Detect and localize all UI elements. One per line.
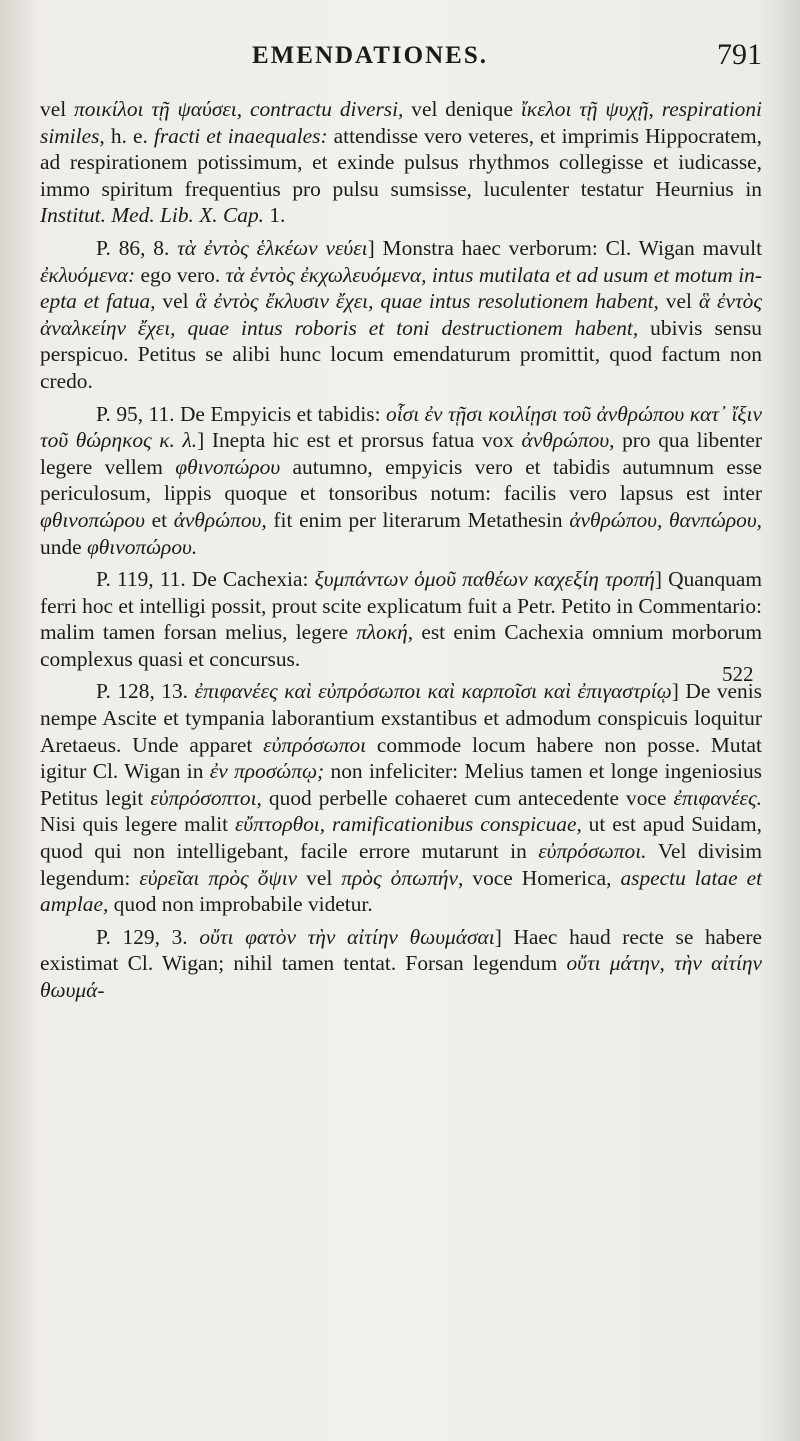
paragraph [40, 401, 762, 561]
italic-text-segment: τὰ ἐντὸς ἑλκέων νεύει [177, 235, 368, 260]
page-number: 791 [717, 38, 762, 71]
body-text [40, 96, 762, 1010]
italic-text-segment: ἴκελοι τῇ ψυχῇ, respirationi similes, [40, 97, 762, 148]
text-segment: ubivis sensu perspicuo. Petitus se alibi hunc locum emendaturum promittit, quod factum non credo. [40, 315, 762, 393]
italic-text-segment: aspectu latae et amplae, [40, 865, 763, 917]
text-segment: voce Homerica, [463, 865, 621, 890]
text-segment: ] Inepta hic est et prorsus fatua vox [197, 428, 522, 453]
italic-text-segment: πλοκή, [356, 620, 414, 645]
text-segment: ] Quanquam ferri hoc et intelligi possit, prout scite explicatum fuit a Petr. Petito in Commentario: malim tamen forsan melius, legere [40, 567, 763, 645]
italic-text-segment: ἀνθρώπου, [521, 428, 615, 453]
text-segment: vel [297, 865, 342, 890]
text-segment: Vel divisim legendum: [40, 839, 763, 890]
italic-text-segment: ἃ ἐντὸς ἔκλυσιν ἔχει, quae intus resolutionem habent, [195, 289, 659, 314]
paragraph [40, 678, 762, 917]
running-title: EMENDATIONES. [252, 42, 488, 69]
paragraph [40, 235, 762, 395]
italic-text-segment: fracti et inaequales: [153, 123, 328, 148]
italic-text-segment: Institut. Med. Lib. X. Cap. [40, 203, 265, 228]
text-segment: vel denique [403, 97, 521, 121]
italic-text-segment: οὔτι φατὸν τὴν αἰτίην θωυμάσαι [199, 924, 495, 949]
italic-text-segment: οὔτι μάτην, τὴν αἰτίην θωυμά- [40, 951, 762, 1002]
text-segment: attendisse vero veteres, et imprimis Hippocratem, ad respirationem potissimum, et exinde pulsus rhythmos collegisse et iudicasse, immo spiritum frequentius pro pulsu sumsisse, luculenter testatur Heurnius in [40, 123, 762, 201]
italic-text-segment: εὐπρόσωποι [263, 732, 367, 757]
italic-text-segment: ἐν προσώπῳ; [209, 759, 325, 784]
italic-text-segment: ἐπιφανέες. [673, 785, 762, 810]
italic-text-segment: εὐρεῖαι πρὸς ὄψιν [139, 865, 298, 890]
italic-text-segment: τὰ ἐντὸς ἐκχωλευόμενα, intus mutilata et ad usum et motum inepta et fatua, [40, 262, 762, 314]
text-segment: Nisi quis legere malit [40, 812, 235, 837]
text-segment: 1. [264, 203, 286, 228]
text-segment: non infeliciter: Melius tamen et longe ingeniosius Petitus legit [40, 759, 762, 810]
text-segment: vel [658, 289, 699, 314]
text-segment: h. e. [104, 123, 154, 148]
text-segment: autumno, empyicis vero et tabidis autumnum esse periculosum, lippis quoque et tonsoribus notum: facilis vero lapsus est inter [40, 454, 762, 506]
italic-text-segment: ἀνθρώπου, θανπώρου, [569, 507, 762, 532]
text-segment: est enim Cachexia omnium morborum complexus quasi et concursus. [40, 620, 762, 671]
italic-text-segment: ἐκλυόμενα: [40, 262, 136, 287]
italic-text-segment: ἐπιφανέες καὶ εὐπρόσωποι καὶ καρποῖσι καὶ ἐπιγαστρίῳ [194, 679, 672, 704]
margin-page-reference: 522 [722, 662, 754, 686]
italic-text-segment: εὔπτορθοι, ramificationibus conspicuae, [235, 812, 582, 837]
italic-text-segment: εὐπρόσωποι. [538, 839, 647, 864]
page-header [40, 38, 762, 78]
text-segment: ] Haec haud recte se habere existimat Cl. Wigan; nihil tamen tentat. Forsan legendum [40, 924, 762, 976]
text-segment: vel [155, 289, 196, 314]
italic-text-segment: ἀνθρώπου, [173, 507, 267, 532]
paragraph [40, 566, 762, 672]
italic-text-segment: φθινοπώρου. [86, 534, 198, 559]
text-segment: pro qua libenter legere vellem [40, 428, 762, 479]
italic-text-segment: ξυμπάντων ὁμοῦ παθέων καχεξίη τροπή [314, 567, 655, 592]
text-segment: et [144, 507, 174, 532]
text-segment: ego vero. [135, 262, 226, 287]
paragraph [40, 96, 762, 229]
text-segment: P. 128, 13. [96, 679, 195, 704]
text-segment: P. 119, 11. De Cachexia: [96, 567, 315, 592]
paragraph [40, 924, 762, 1004]
text-segment: vel [40, 97, 75, 121]
italic-text-segment: οἷσι ἐν τῇσι κοιλίῃσι τοῦ ἀνθρώπου κατ᾽ ἴξιν τοῦ θώρηκος κ. λ. [40, 401, 762, 453]
italic-text-segment: πρὸς ὀπωπήν, [341, 865, 464, 890]
text-segment: ut est apud Suidam, quod qui non intelligebant, facile errore mutarunt in [40, 812, 762, 864]
italic-text-segment: φθινοπώρου [40, 507, 145, 532]
text-segment: commode locum habere non posse. Mutat igitur Cl. Wigan in [40, 732, 762, 784]
italic-text-segment: ἃ ἐντὸς ἀναλκείην ἔχει, quae intus roboris et toni destructionem habent, [40, 289, 762, 340]
text-segment: quod non improbabile videtur. [108, 892, 373, 917]
text-segment: P. 95, 11. De Empyicis et tabidis: [96, 401, 387, 426]
italic-text-segment: ποικίλοι τῇ ψαύσει, contractu diversi, [74, 97, 404, 121]
text-segment: fit enim per literarum Metathesin [266, 507, 570, 532]
text-segment: quod perbelle cohaeret cum antecedente voce [261, 785, 674, 810]
text-segment: ] Monstra haec verborum: Cl. Wigan mavult [367, 235, 763, 260]
text-segment: ] De venis nempe Ascite et tympania laborantium exstantibus et admodum conspicuis loquitur Aretaeus. Unde apparet [40, 679, 762, 757]
text-segment: unde [40, 534, 87, 559]
text-segment: P. 86, 8. [96, 235, 178, 260]
text-segment: P. 129, 3. [96, 924, 200, 949]
italic-text-segment: εὐπρόσοπτοι, [150, 785, 262, 810]
italic-text-segment: φθινοπώρου [175, 454, 281, 479]
